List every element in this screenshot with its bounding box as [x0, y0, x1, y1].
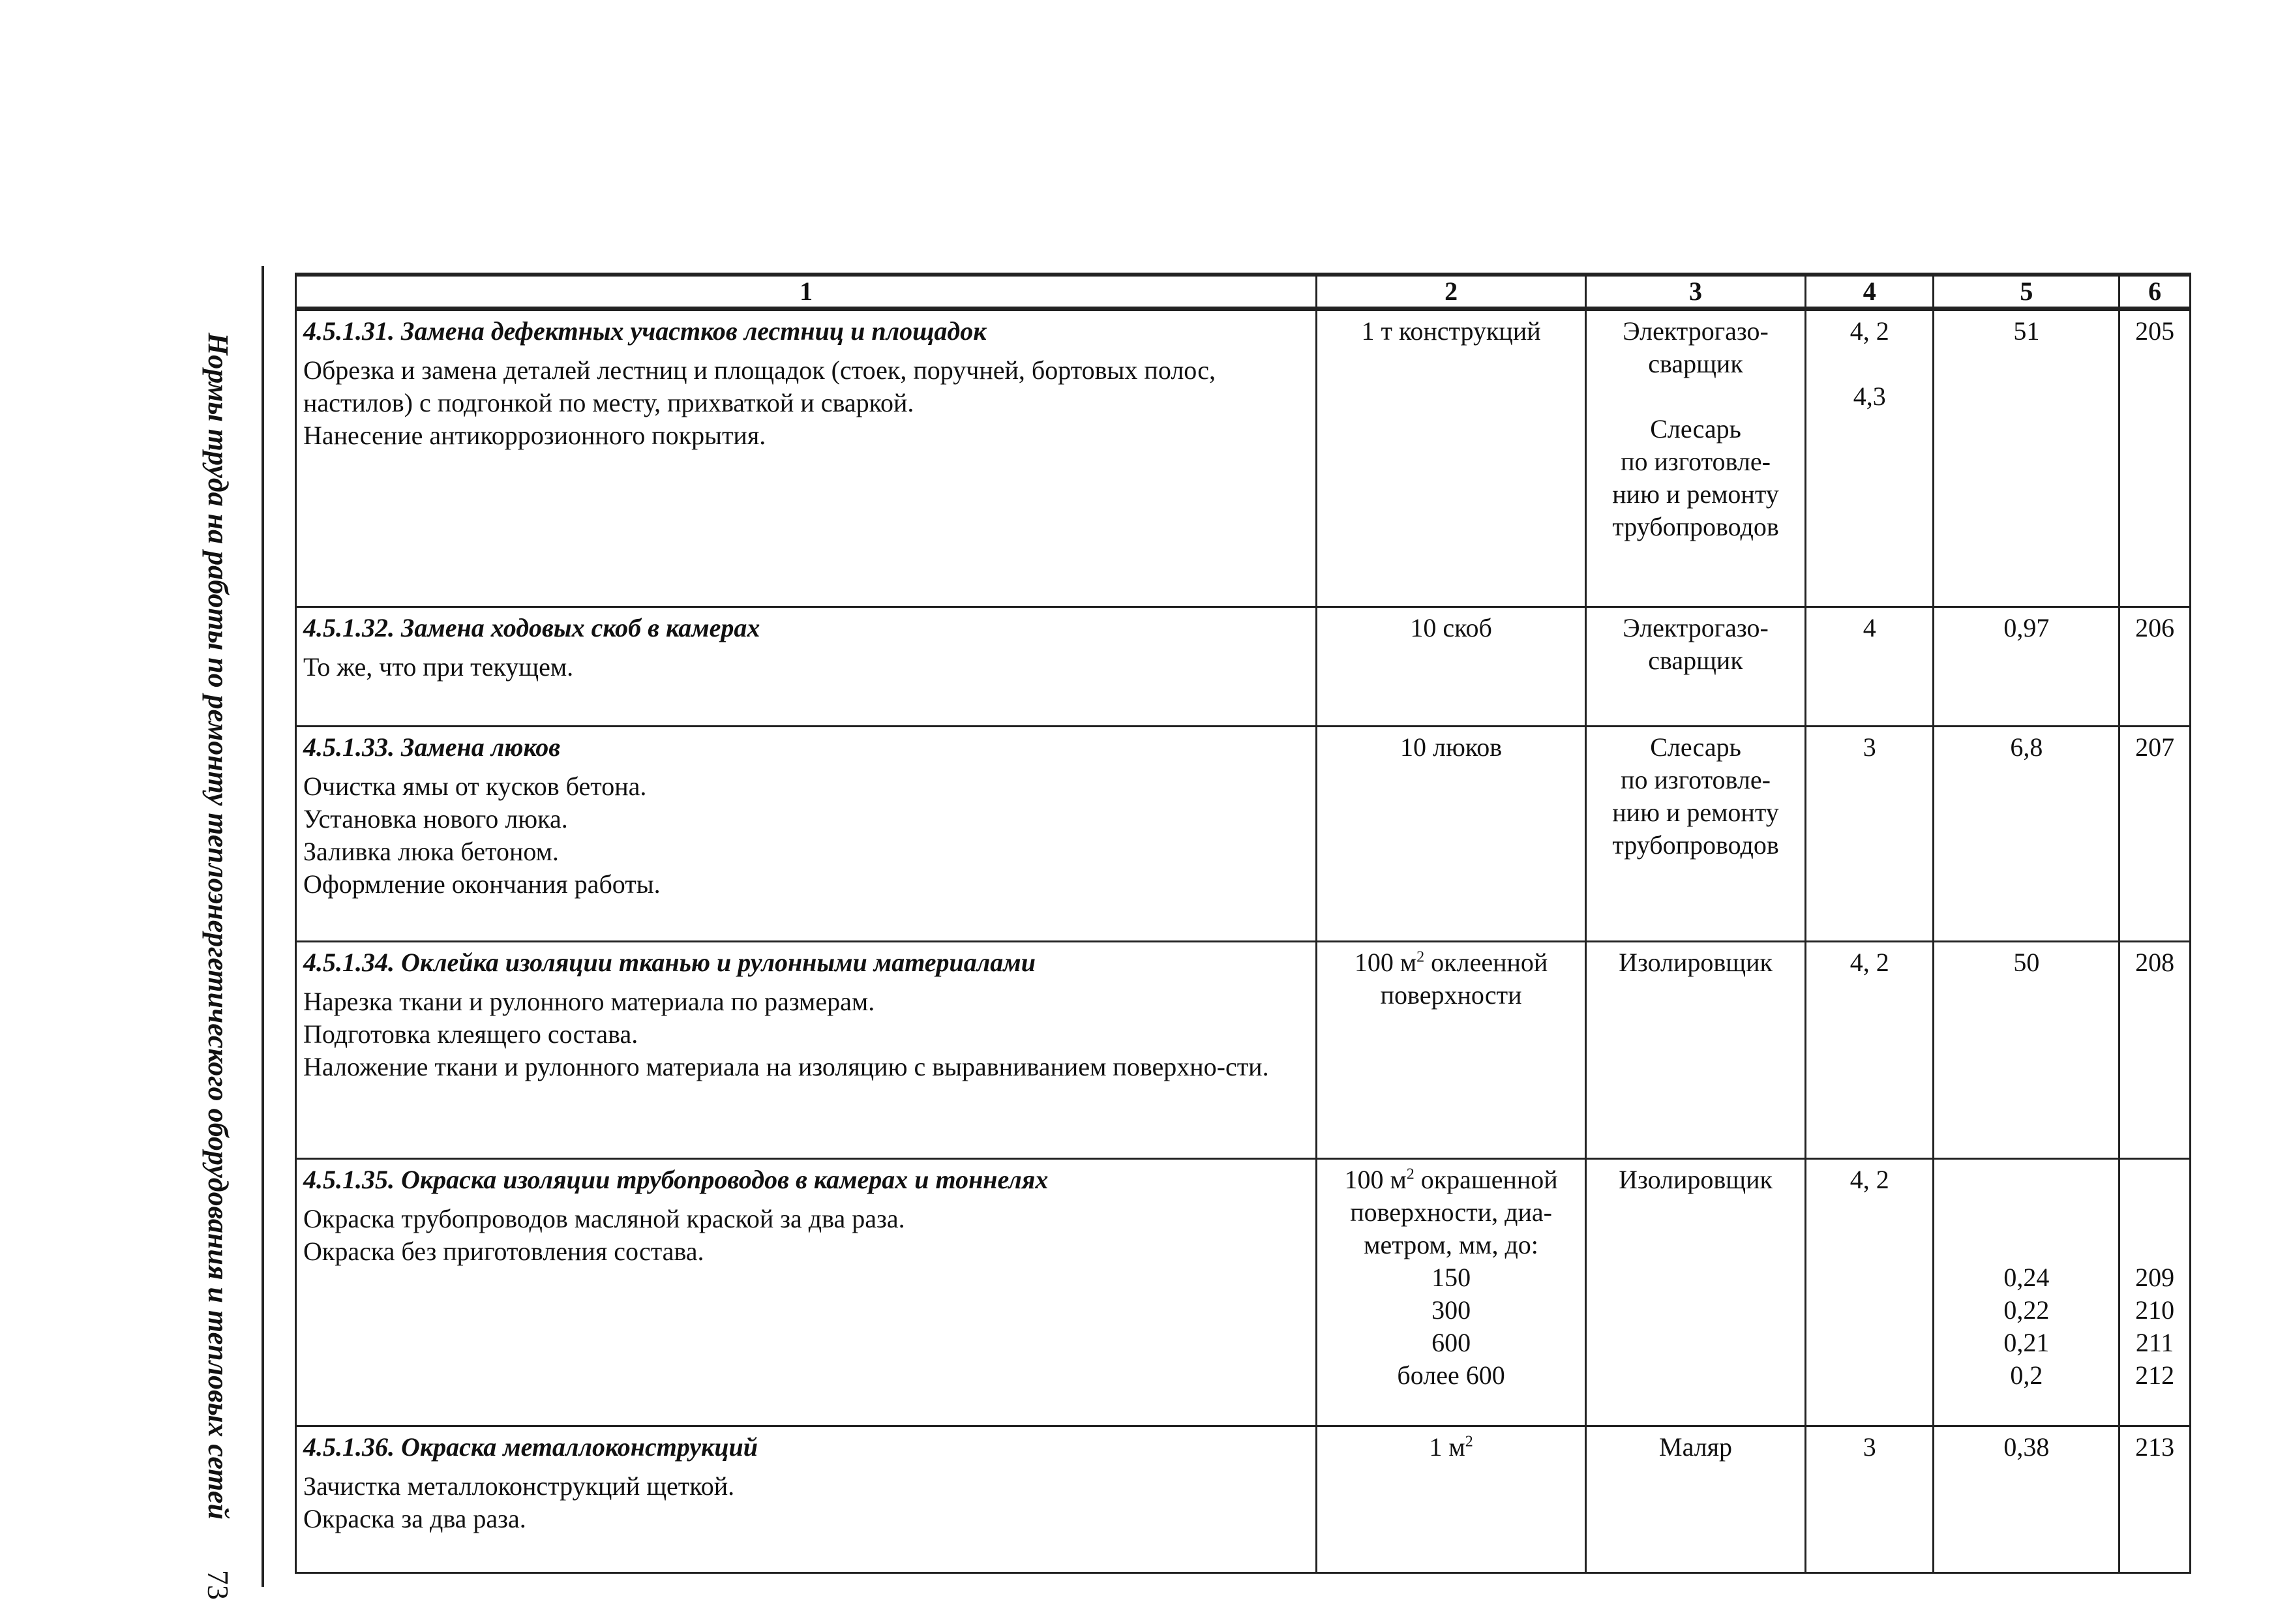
unit-text [1324, 1164, 1578, 1261]
row-title: 4.5.1.36. Окраска металлоконструкций [303, 1432, 758, 1462]
diameter-value: более 600 [1397, 1361, 1505, 1390]
item-number: 209 [2135, 1263, 2175, 1292]
side-rule [262, 266, 264, 1587]
column-header: 6 [2119, 275, 2191, 309]
norm-cell [1934, 309, 2119, 607]
work-cell [296, 942, 1317, 1159]
row-description: Обрезка и замена деталей лестниц и площадок (стоек, поручней, бортовых полос, настилов) с подгонкой по месту, прихваткой и сваркой. Нанесение антикоррозионного покрытия. [303, 355, 1216, 450]
unit-cell [1317, 309, 1586, 607]
profession-text: Маляр [1659, 1432, 1733, 1462]
unit-text: 10 люков [1400, 732, 1503, 762]
norm-value: 50 [2013, 948, 2040, 977]
unit-cell [1317, 942, 1586, 1159]
column-header: 1 [296, 275, 1317, 309]
grade-text: 4, 2 [1849, 948, 1889, 977]
grade-text: 4,3 [1853, 382, 1886, 411]
row-title: 4.5.1.31. Замена дефектных участков лестниц и площадок [303, 316, 987, 346]
norm-value: 0,2 [2010, 1361, 2043, 1390]
profession-text: Изолировщик [1619, 1165, 1773, 1194]
number-cell [2119, 607, 2191, 727]
norm-value: 0,38 [2003, 1432, 2050, 1462]
unit-text [1324, 946, 1578, 1012]
norms-table [295, 273, 2191, 1574]
unit-suffix: оклеенной поверхности [1380, 948, 1548, 1010]
item-number: 211 [2135, 1328, 2174, 1357]
item-number: 212 [2135, 1361, 2175, 1390]
norm-cell [1934, 1159, 2119, 1426]
item-number: 208 [2135, 948, 2175, 977]
table-row [296, 309, 2191, 607]
unit-text: 10 скоб [1410, 613, 1492, 642]
unit-exponent: 2 [1465, 1433, 1473, 1451]
grade-text: 3 [1863, 732, 1876, 762]
row-title: 4.5.1.34. Оклейка изоляции тканью и рулонными материалами [303, 948, 1036, 977]
table-row [296, 607, 2191, 727]
work-cell [296, 1426, 1317, 1573]
profession-cell [1585, 727, 1805, 942]
grade-cell [1806, 1426, 1934, 1573]
row-description: Нарезка ткани и рулонного материала по размерам. Подготовка клеящего состава. Наложение ткани и рулонного материала на изоляцию с выравниванием поверхно-сти. [303, 987, 1269, 1081]
grade-text: 4 [1863, 613, 1876, 642]
row-title: 4.5.1.33. Замена люков [303, 732, 561, 762]
table-row [296, 727, 2191, 942]
norm-cell [1934, 1426, 2119, 1573]
work-cell [296, 727, 1317, 942]
unit-exponent: 2 [1406, 1165, 1415, 1183]
table-row [296, 942, 2191, 1159]
norm-value: 0,22 [2003, 1295, 2050, 1325]
profession-cell [1585, 1426, 1805, 1573]
unit-cell [1317, 607, 1586, 727]
row-description: Окраска трубопроводов масляной краской за два раза. Окраска без приготовления состава. [303, 1204, 905, 1266]
table-row [296, 1159, 2191, 1426]
row-title: 4.5.1.35. Окраска изоляции трубопроводов в камерах и тоннелях [303, 1165, 1049, 1194]
grade-cell [1806, 309, 1934, 607]
profession-text: Электрогазо- сварщик [1623, 613, 1769, 675]
grade-text: 4, 2 [1849, 1165, 1889, 1194]
unit-prefix: 1 м [1429, 1432, 1465, 1462]
work-cell [296, 1159, 1317, 1426]
diameter-value: 600 [1431, 1328, 1471, 1357]
grade-cell [1806, 727, 1934, 942]
diameter-value: 300 [1431, 1295, 1471, 1325]
diameter-list [1324, 1261, 1578, 1392]
unit-prefix: 100 м [1344, 1165, 1407, 1194]
row-description: Зачистка металлоконструкций щеткой. Окраска за два раза. [303, 1471, 735, 1533]
profession-text: Электрогазо- сварщик [1623, 316, 1769, 378]
profession-text: Слесарь по изготовле- нию и ремонту трубопроводов [1612, 414, 1779, 541]
unit-suffix: окрашенной поверхности, диа- метром, мм, до: [1350, 1165, 1558, 1259]
norm-value: 0,97 [2003, 613, 2050, 642]
grade-text: 4, 2 [1849, 316, 1889, 346]
unit-exponent: 2 [1416, 948, 1425, 966]
item-number: 205 [2135, 316, 2175, 346]
row-description: Очистка ямы от кусков бетона. Установка нового люка. Заливка люка бетоном. Оформление окончания работы. [303, 772, 661, 899]
unit-text: 1 т конструкций [1361, 316, 1541, 346]
profession-text: Изолировщик [1619, 948, 1773, 977]
norm-value: 6,8 [2010, 732, 2043, 762]
grade-text: 3 [1863, 1432, 1876, 1462]
norm-cell [1934, 727, 2119, 942]
item-number: 207 [2135, 732, 2175, 762]
unit-cell [1317, 1159, 1586, 1426]
profession-text: Слесарь по изготовле- нию и ремонту трубопроводов [1612, 732, 1779, 860]
norm-value: 51 [2013, 316, 2040, 346]
number-cell [2119, 309, 2191, 607]
number-cell [2119, 727, 2191, 942]
diameter-value: 150 [1431, 1263, 1471, 1292]
norm-value: 0,24 [2003, 1263, 2050, 1292]
column-header: 3 [1585, 275, 1805, 309]
norm-value: 0,21 [2003, 1328, 2050, 1357]
running-title: Нормы труда на работы по ремонту теплоэнергетического оборудования и тепловых сетей [202, 333, 234, 1520]
unit-cell [1317, 727, 1586, 942]
grade-cell [1806, 942, 1934, 1159]
table-row [296, 1426, 2191, 1573]
column-header: 2 [1317, 275, 1586, 309]
work-cell [296, 607, 1317, 727]
grade-cell [1806, 607, 1934, 727]
row-title: 4.5.1.32. Замена ходовых скоб в камерах [303, 613, 760, 642]
number-cell [2119, 1426, 2191, 1573]
profession-cell [1585, 607, 1805, 727]
work-cell [296, 309, 1317, 607]
item-number: 213 [2135, 1432, 2175, 1462]
column-header: 4 [1806, 275, 1934, 309]
profession-cell [1585, 309, 1805, 607]
header-row [296, 275, 2191, 309]
norm-cell [1934, 942, 2119, 1159]
unit-prefix: 100 м [1354, 948, 1417, 977]
number-cell [2119, 1159, 2191, 1426]
row-description: То же, что при текущем. [303, 652, 574, 682]
grade-cell [1806, 1159, 1934, 1426]
number-cell [2119, 942, 2191, 1159]
item-number: 206 [2135, 613, 2175, 642]
norm-cell [1934, 607, 2119, 727]
item-number: 210 [2135, 1295, 2175, 1325]
profession-cell [1585, 1159, 1805, 1426]
page-number: 73 [202, 1570, 235, 1600]
profession-cell [1585, 942, 1805, 1159]
unit-cell [1317, 1426, 1586, 1573]
column-header: 5 [1934, 275, 2119, 309]
